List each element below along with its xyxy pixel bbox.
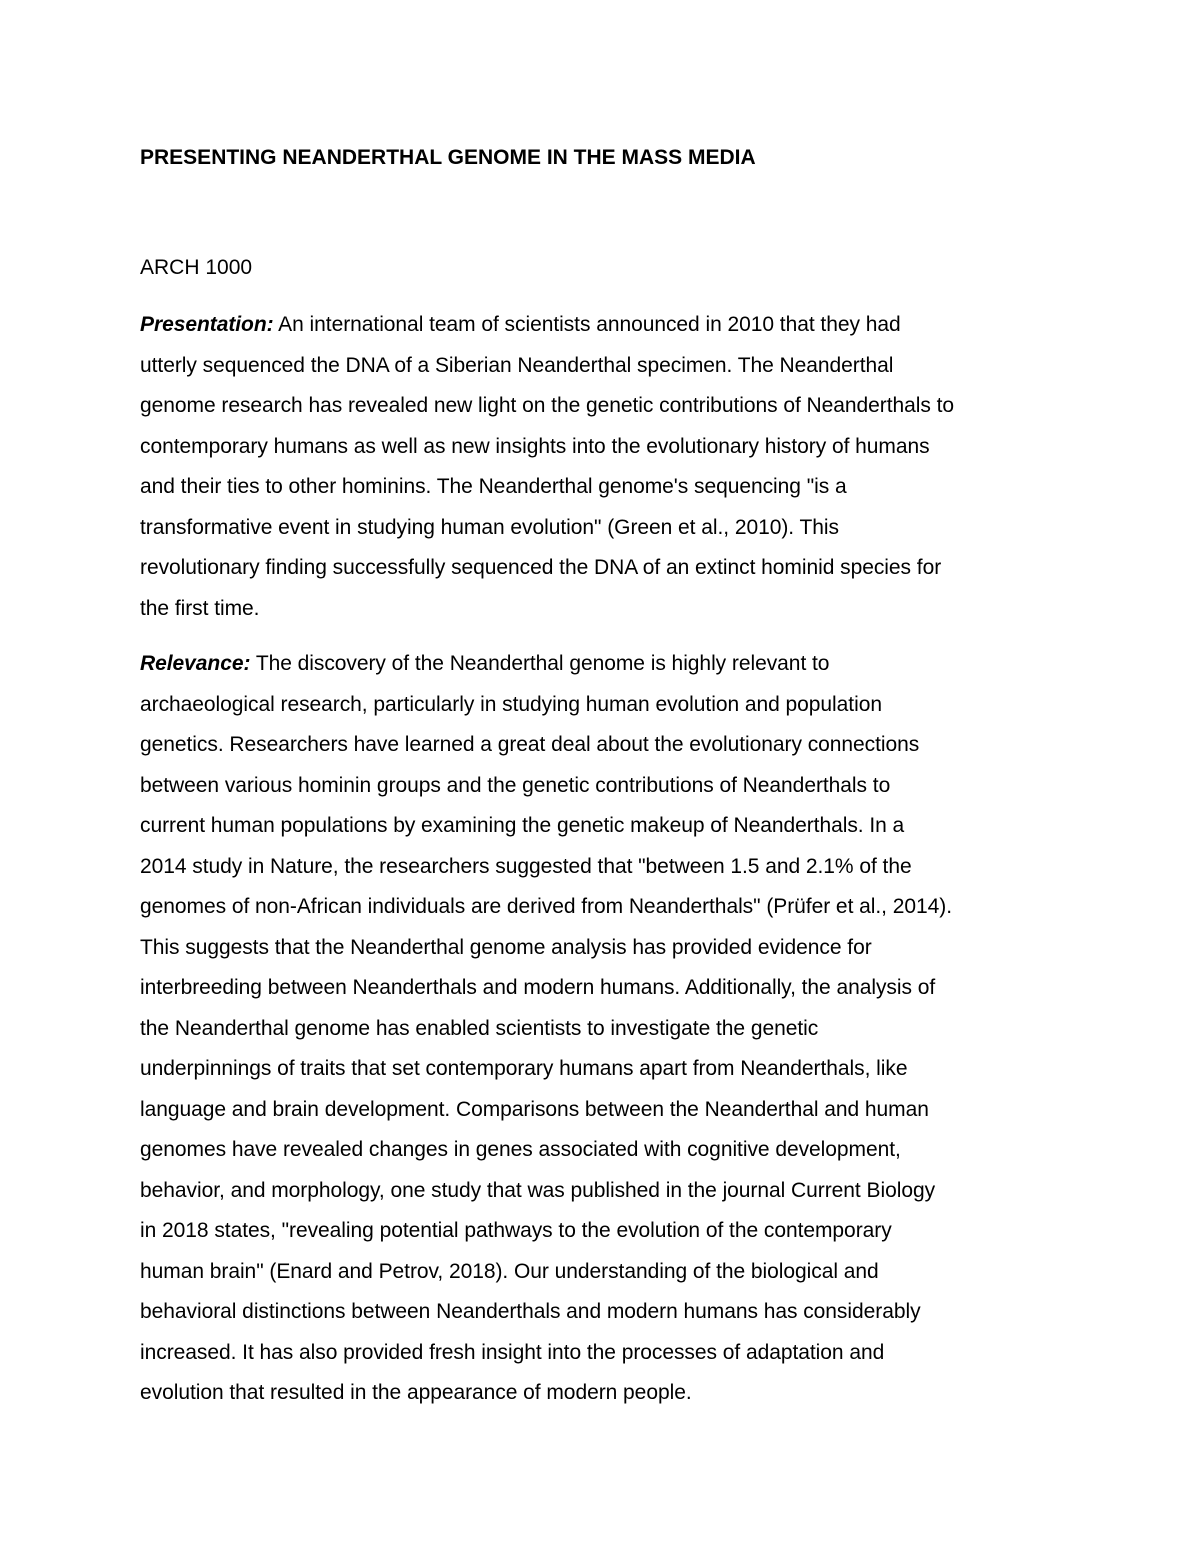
paragraph-line: revolutionary finding successfully sequenced the DNA of an extinct hominid species for [140,556,942,579]
paragraph-line [140,644,1075,685]
paragraph-line: current human populations by examining the genetic makeup of Neanderthals. In a [140,814,905,837]
paragraph-line-text: The discovery of the Neanderthal genome is highly relevant to [255,652,830,675]
course-code: ARCH 1000 [140,256,253,279]
paragraph-line: contemporary humans as well as new insights into the evolutionary history of humans [140,434,930,458]
paragraph-line: the Neanderthal genome has enabled scientists to investigate the genetic [140,1016,819,1040]
paragraph-line [140,305,1075,346]
paragraph-line: behavioral distinctions between Neanderthals and modern humans has considerably [140,1300,921,1323]
paragraph-line: and their ties to other hominins. The Neanderthal genome's sequencing "is a [140,475,847,498]
paragraph-line: interbreeding between Neanderthals and modern humans. Additionally, the analysis of [140,976,936,999]
paragraph-line: archaeological research, particularly in studying human evolution and population [140,692,882,716]
paragraph-line: genomes have revealed changes in genes associated with cognitive development, [140,1138,901,1161]
paragraph-line: genomes of non-African individuals are derived from Neanderthals" (Prüfer et al., 2014). [140,895,952,918]
paragraph-line: in 2018 states, "revealing potential pathways to the evolution of the contemporary [140,1219,892,1242]
paragraph-line: behavior, and morphology, one study that was published in the journal Current Biology [140,1178,936,1202]
presentation-paragraph [140,305,1075,629]
paragraph-line: evolution that resulted in the appearance of modern people. [140,1381,692,1404]
paragraph-line: between various hominin groups and the genetic contributions of Neanderthals to [140,773,891,797]
paragraph-line: genome research has revealed new light on the genetic contributions of Neanderthals to [140,394,955,417]
paragraph-line: This suggests that the Neanderthal genome analysis has provided evidence for [140,935,872,959]
paragraph-line: the first time. [140,596,260,620]
paragraph-line: increased. It has also provided fresh insight into the processes of adaptation and [140,1340,885,1364]
paragraph-line: underpinnings of traits that set contemporary humans apart from Neanderthals, like [140,1057,908,1080]
paragraph-line: human brain" (Enard and Petrov, 2018). Our understanding of the biological and [140,1259,879,1283]
paragraph-line: utterly sequenced the DNA of a Siberian Neanderthal specimen. The Neanderthal [140,353,894,377]
section-label-presentation: Presentation: [140,313,274,336]
document-title: PRESENTING NEANDERTHAL GENOME IN THE MASS MEDIA [140,146,756,169]
paragraph-line: language and brain development. Comparisons between the Neanderthal and human [140,1097,929,1121]
paragraph-line: 2014 study in Nature, the researchers suggested that "between 1.5 and 2.1% of the [140,854,912,878]
paragraph-line: transformative event in studying human evolution" (Green et al., 2010). This [140,515,839,539]
relevance-paragraph [140,644,1075,1414]
paragraph-line: genetics. Researchers have learned a great deal about the evolutionary connections [140,733,920,756]
paragraph-line-text: An international team of scientists announced in 2010 that they had [273,313,901,336]
section-label-relevance: Relevance: [140,652,251,675]
